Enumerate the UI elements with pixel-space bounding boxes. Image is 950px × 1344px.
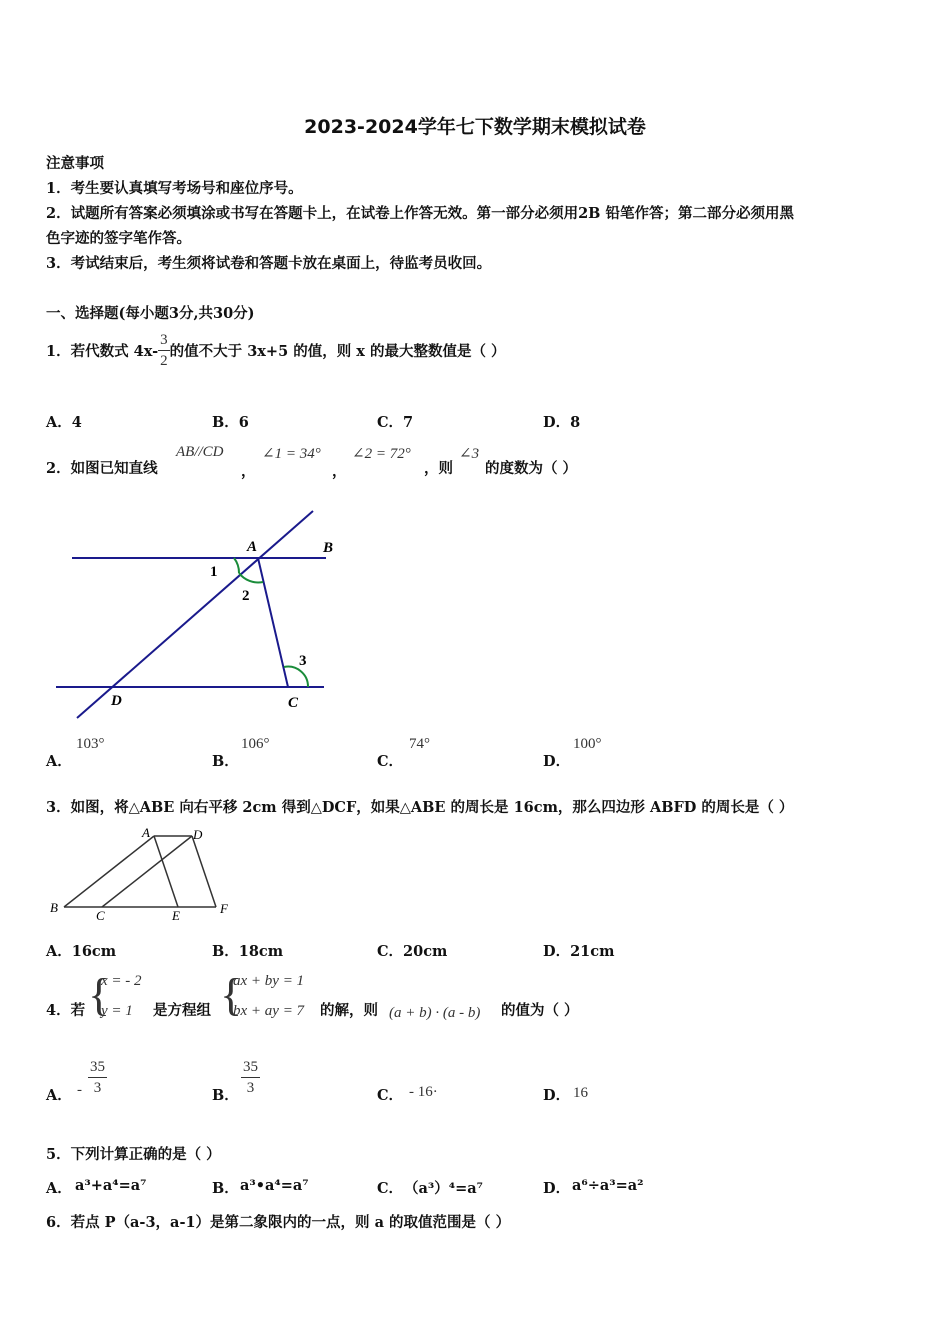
q5-option-c-value[interactable]: （a³）⁴=a⁷ xyxy=(404,1180,483,1197)
q5-option-a-value[interactable]: a³+a⁴=a⁷ xyxy=(75,1177,147,1194)
notice-item-2-cont: 色字迹的签字笔作答。 xyxy=(46,230,191,247)
q1-option-a[interactable]: A．4 xyxy=(46,414,82,431)
q2-figure xyxy=(40,500,340,730)
q5-option-a-letter[interactable]: A． xyxy=(46,1180,72,1197)
label-point-c: C xyxy=(288,695,299,711)
segment-df xyxy=(192,836,216,907)
q4-sys1-line1: x = - 2 xyxy=(101,973,142,989)
q4-brace-1: { xyxy=(88,969,111,1020)
q2-suffix: 的度数为（ ） xyxy=(485,460,578,477)
q2-option-c-letter[interactable]: C． xyxy=(377,753,404,770)
q1-option-b[interactable]: B．6 xyxy=(212,414,249,431)
label-a: A xyxy=(142,825,150,840)
question-5: 5．下列计算正确的是（ ） xyxy=(46,1146,221,1163)
label-point-b: B xyxy=(323,540,334,556)
q5-option-d-value[interactable]: a⁶÷a³=a² xyxy=(572,1177,644,1194)
q3-figure xyxy=(46,824,236,924)
q1-fraction xyxy=(158,330,170,371)
label-angle-3: 3 xyxy=(299,653,307,669)
q1-option-c[interactable]: C．7 xyxy=(377,414,414,431)
q2-option-a-value[interactable]: 103° xyxy=(76,736,105,752)
q4-option-d-value[interactable]: 16 xyxy=(573,1085,588,1101)
q1-option-d[interactable]: D．8 xyxy=(543,414,581,431)
q5-option-c-letter[interactable]: C． xyxy=(377,1180,404,1197)
q2-cond-parallel: AB//CD xyxy=(176,444,224,460)
q4-option-d-letter[interactable]: D． xyxy=(543,1087,571,1104)
q1-suffix: 的值不大于 3x+5 的值，则 x 的最大整数值是（ ） xyxy=(169,342,506,360)
q2-option-b-value[interactable]: 106° xyxy=(241,736,270,752)
q4-option-a-fraction[interactable] xyxy=(88,1057,107,1098)
q3-option-b[interactable]: B．18cm xyxy=(212,943,284,960)
q2-cond-angle2: ∠2 = 72° xyxy=(352,446,411,462)
q4-option-a-letter[interactable]: A． xyxy=(46,1087,72,1104)
q4-brace-2: { xyxy=(220,969,243,1020)
q4-middle: 是方程组 xyxy=(153,1002,211,1019)
q4-b-num: 35 xyxy=(241,1057,260,1078)
q2-option-d-value[interactable]: 100° xyxy=(573,736,602,752)
segment-ac xyxy=(258,558,288,687)
notice-heading: 注意事项 xyxy=(46,155,104,172)
q5-option-b-value[interactable]: a³•a⁴=a⁷ xyxy=(240,1177,309,1194)
label-angle-2: 2 xyxy=(242,588,250,604)
page-title: 2023-2024学年七下数学期末模拟试卷 xyxy=(304,116,646,138)
q4-sys1-line2: y = 1 xyxy=(101,1003,133,1019)
q2-option-b-letter[interactable]: B． xyxy=(212,753,239,770)
label-point-a: A xyxy=(247,539,258,555)
notice-item-2: 2．试题所有答案必须填涂或书写在答题卡上，在试卷上作答无效。第一部分必须用2B 铅笔作答；第二部分必须用黑 xyxy=(46,205,794,222)
q2-option-a-letter[interactable]: A． xyxy=(46,753,72,770)
label-d: D xyxy=(193,827,203,842)
q4-option-b-fraction[interactable] xyxy=(241,1057,260,1098)
q2-prefix: 2．如图已知直线 xyxy=(46,460,158,477)
label-f: F xyxy=(220,901,228,916)
q4-solution-of: 的解，则 xyxy=(320,1002,378,1019)
q4-a-num: 35 xyxy=(88,1057,107,1078)
q2-comma-2: ， xyxy=(332,463,347,480)
question-1 xyxy=(46,327,506,373)
q2-option-c-value[interactable]: 74° xyxy=(409,736,430,752)
arc-angle-2 xyxy=(239,573,263,583)
q4-option-c-value[interactable]: - 16· xyxy=(409,1084,438,1100)
q3-option-d[interactable]: D．21cm xyxy=(543,943,615,960)
segment-ae xyxy=(154,836,178,907)
label-angle-1: 1 xyxy=(210,564,218,580)
q4-a-den: 3 xyxy=(93,1080,102,1096)
q4-option-c-letter[interactable]: C． xyxy=(377,1087,404,1104)
label-e: E xyxy=(172,908,180,923)
label-c: C xyxy=(96,908,105,923)
q1-frac-den: 2 xyxy=(160,352,168,369)
notice-item-3: 3．考试结束后，考生须将试卷和答题卡放在桌面上，待监考员收回。 xyxy=(46,255,492,272)
q4-sys2-line2: bx + ay = 7 xyxy=(233,1003,305,1019)
q1-prefix: 1．若代数式 4x- xyxy=(46,342,159,360)
arc-angle-1 xyxy=(234,558,239,573)
question-6: 6．若点 P（a-3，a-1）是第二象限内的一点，则 a 的取值范围是（ ） xyxy=(46,1214,511,1231)
section-heading: 一、选择题(每小题3分,共30分) xyxy=(46,305,255,322)
q4-option-a-sign[interactable]: - xyxy=(77,1082,82,1098)
q4-option-b-letter[interactable]: B． xyxy=(212,1087,239,1104)
q5-option-b-letter[interactable]: B． xyxy=(212,1180,239,1197)
q3-option-c[interactable]: C．20cm xyxy=(377,943,448,960)
segment-ba xyxy=(64,836,154,907)
q4-prefix: 4．若 xyxy=(46,1002,86,1019)
segment-cd xyxy=(102,836,192,907)
q2-comma-1: ， xyxy=(241,463,256,480)
q1-frac-num: 3 xyxy=(158,330,170,351)
notice-item-1: 1．考生要认真填写考场号和座位序号。 xyxy=(46,180,303,197)
q2-cond-angle1: ∠1 = 34° xyxy=(262,446,321,462)
q4-expression: (a + b) · (a - b) xyxy=(389,1005,481,1021)
q4-suffix: 的值为（ ） xyxy=(501,1002,579,1019)
q2-then: ，则 xyxy=(424,460,453,477)
q4-b-den: 3 xyxy=(246,1080,255,1096)
q3-option-a[interactable]: A．16cm xyxy=(46,943,117,960)
q2-cond-angle3: ∠3 xyxy=(459,446,480,462)
q5-option-d-letter[interactable]: D． xyxy=(543,1180,571,1197)
question-3: 3．如图，将△ABE 向右平移 2cm 得到△DCF，如果△ABE 的周长是 16cm，那么四边形 ABFD 的周长是（ ） xyxy=(46,799,794,816)
label-point-d: D xyxy=(111,693,122,709)
label-b: B xyxy=(50,900,58,915)
q2-option-d-letter[interactable]: D． xyxy=(543,753,571,770)
q4-sys2-line1: ax + by = 1 xyxy=(233,973,305,989)
